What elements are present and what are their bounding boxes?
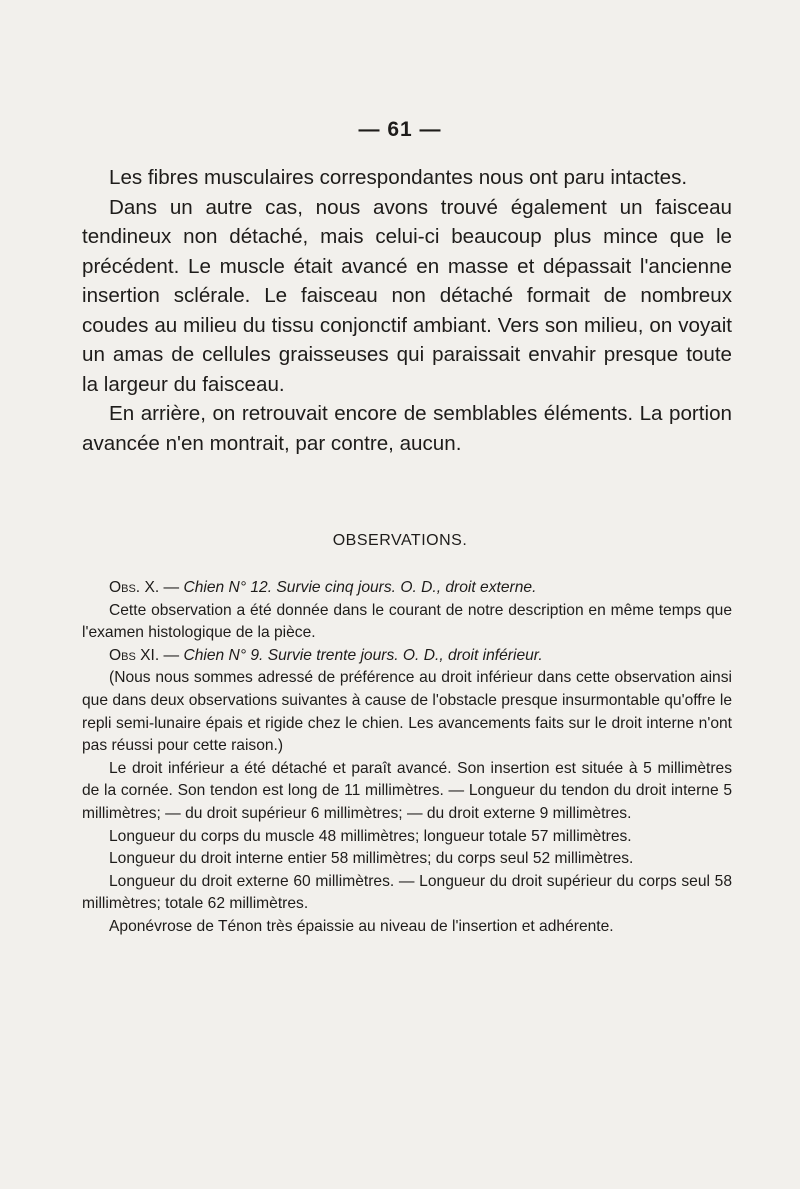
obs-11-paragraph-1: (Nous nous sommes adressé de préférence au droit inférieur dans cette observation ainsi que dans deux observations suivantes à cause de l'obstacle presque insurmontable qu'offre le repli semi-lunaire épais et rigide chez le chien. Les avancements faits sur le droit interne n'ont pas réussi pour cette raison.): [82, 669, 732, 755]
obs-11-paragraph-3: Longueur du corps du muscle 48 millimètres; longueur totale 57 millimètres.: [109, 827, 632, 845]
obs-10-heading-line: Obs. X. — Chien N° 12. Survie cinq jours. O. D., droit externe.: [109, 579, 537, 596]
intro-paragraph-3: En arrière, on retrouvait encore de semblables éléments. La portion avancée n'en montrait, par contre, aucun.: [82, 402, 732, 455]
obs-11-paragraph-6: Aponévrose de Ténon très épaissie au niveau de l'insertion et adhérente.: [109, 917, 614, 935]
obs-10-label: Obs. X.: [109, 579, 160, 596]
obs-11-label: Obs XI.: [109, 646, 160, 664]
section-title: OBSERVATIONS.: [332, 532, 468, 549]
obs-11-paragraph-2: Le droit inférieur a été détaché et paraît avancé. Son insertion est située à 5 millimètres de la cornée. Son tendon est long de 11 millimètres. — Longueur du tendon du droit interne 5 millimètres; — du droit supérieur 6 millimètres; — du droit externe 9 millimètres.: [82, 759, 732, 822]
obs-11-heading: Chien N° 9. Survie trente jours. O. D., droit inférieur.: [183, 646, 543, 664]
intro-text: [82, 163, 732, 458]
obs-11-heading-line: Obs XI. — Chien N° 9. Survie trente jours. O. D., droit inférieur.: [109, 646, 543, 664]
obs-11-paragraph-5: Longueur du droit externe 60 millimètres. — Longueur du droit supérieur du corps seul 58 millimètres; totale 62 millimètres.: [82, 872, 732, 913]
page-number: — 61 —: [358, 118, 442, 141]
obs-11-paragraph-4: Longueur du droit interne entier 58 millimètres; du corps seul 52 millimètres.: [109, 850, 634, 868]
obs-10-heading: Chien N° 12. Survie cinq jours. O. D., droit externe.: [183, 579, 537, 596]
intro-paragraph-2: Dans un autre cas, nous avons trouvé également un faisceau tendineux non détaché, mais celui-ci beaucoup plus mince que le précédent. Le muscle était avancé en masse et dépassait l'ancienne insertion sclérale. Le faisceau non détaché formait de nombreux coudes au milieu du tissu conjonctif ambiant. Vers son milieu, on voyait un amas de cellules graisseuses qui paraissait envahir presque toute la largeur du faisceau.: [82, 195, 732, 396]
intro-paragraph-1: Les fibres musculaires correspondantes nous ont paru intactes.: [109, 166, 688, 189]
obs-10-text: Cette observation a été donnée dans le courant de notre description en même temps que l'examen histologique de la pièce.: [82, 601, 732, 642]
observations-text: [82, 577, 732, 939]
